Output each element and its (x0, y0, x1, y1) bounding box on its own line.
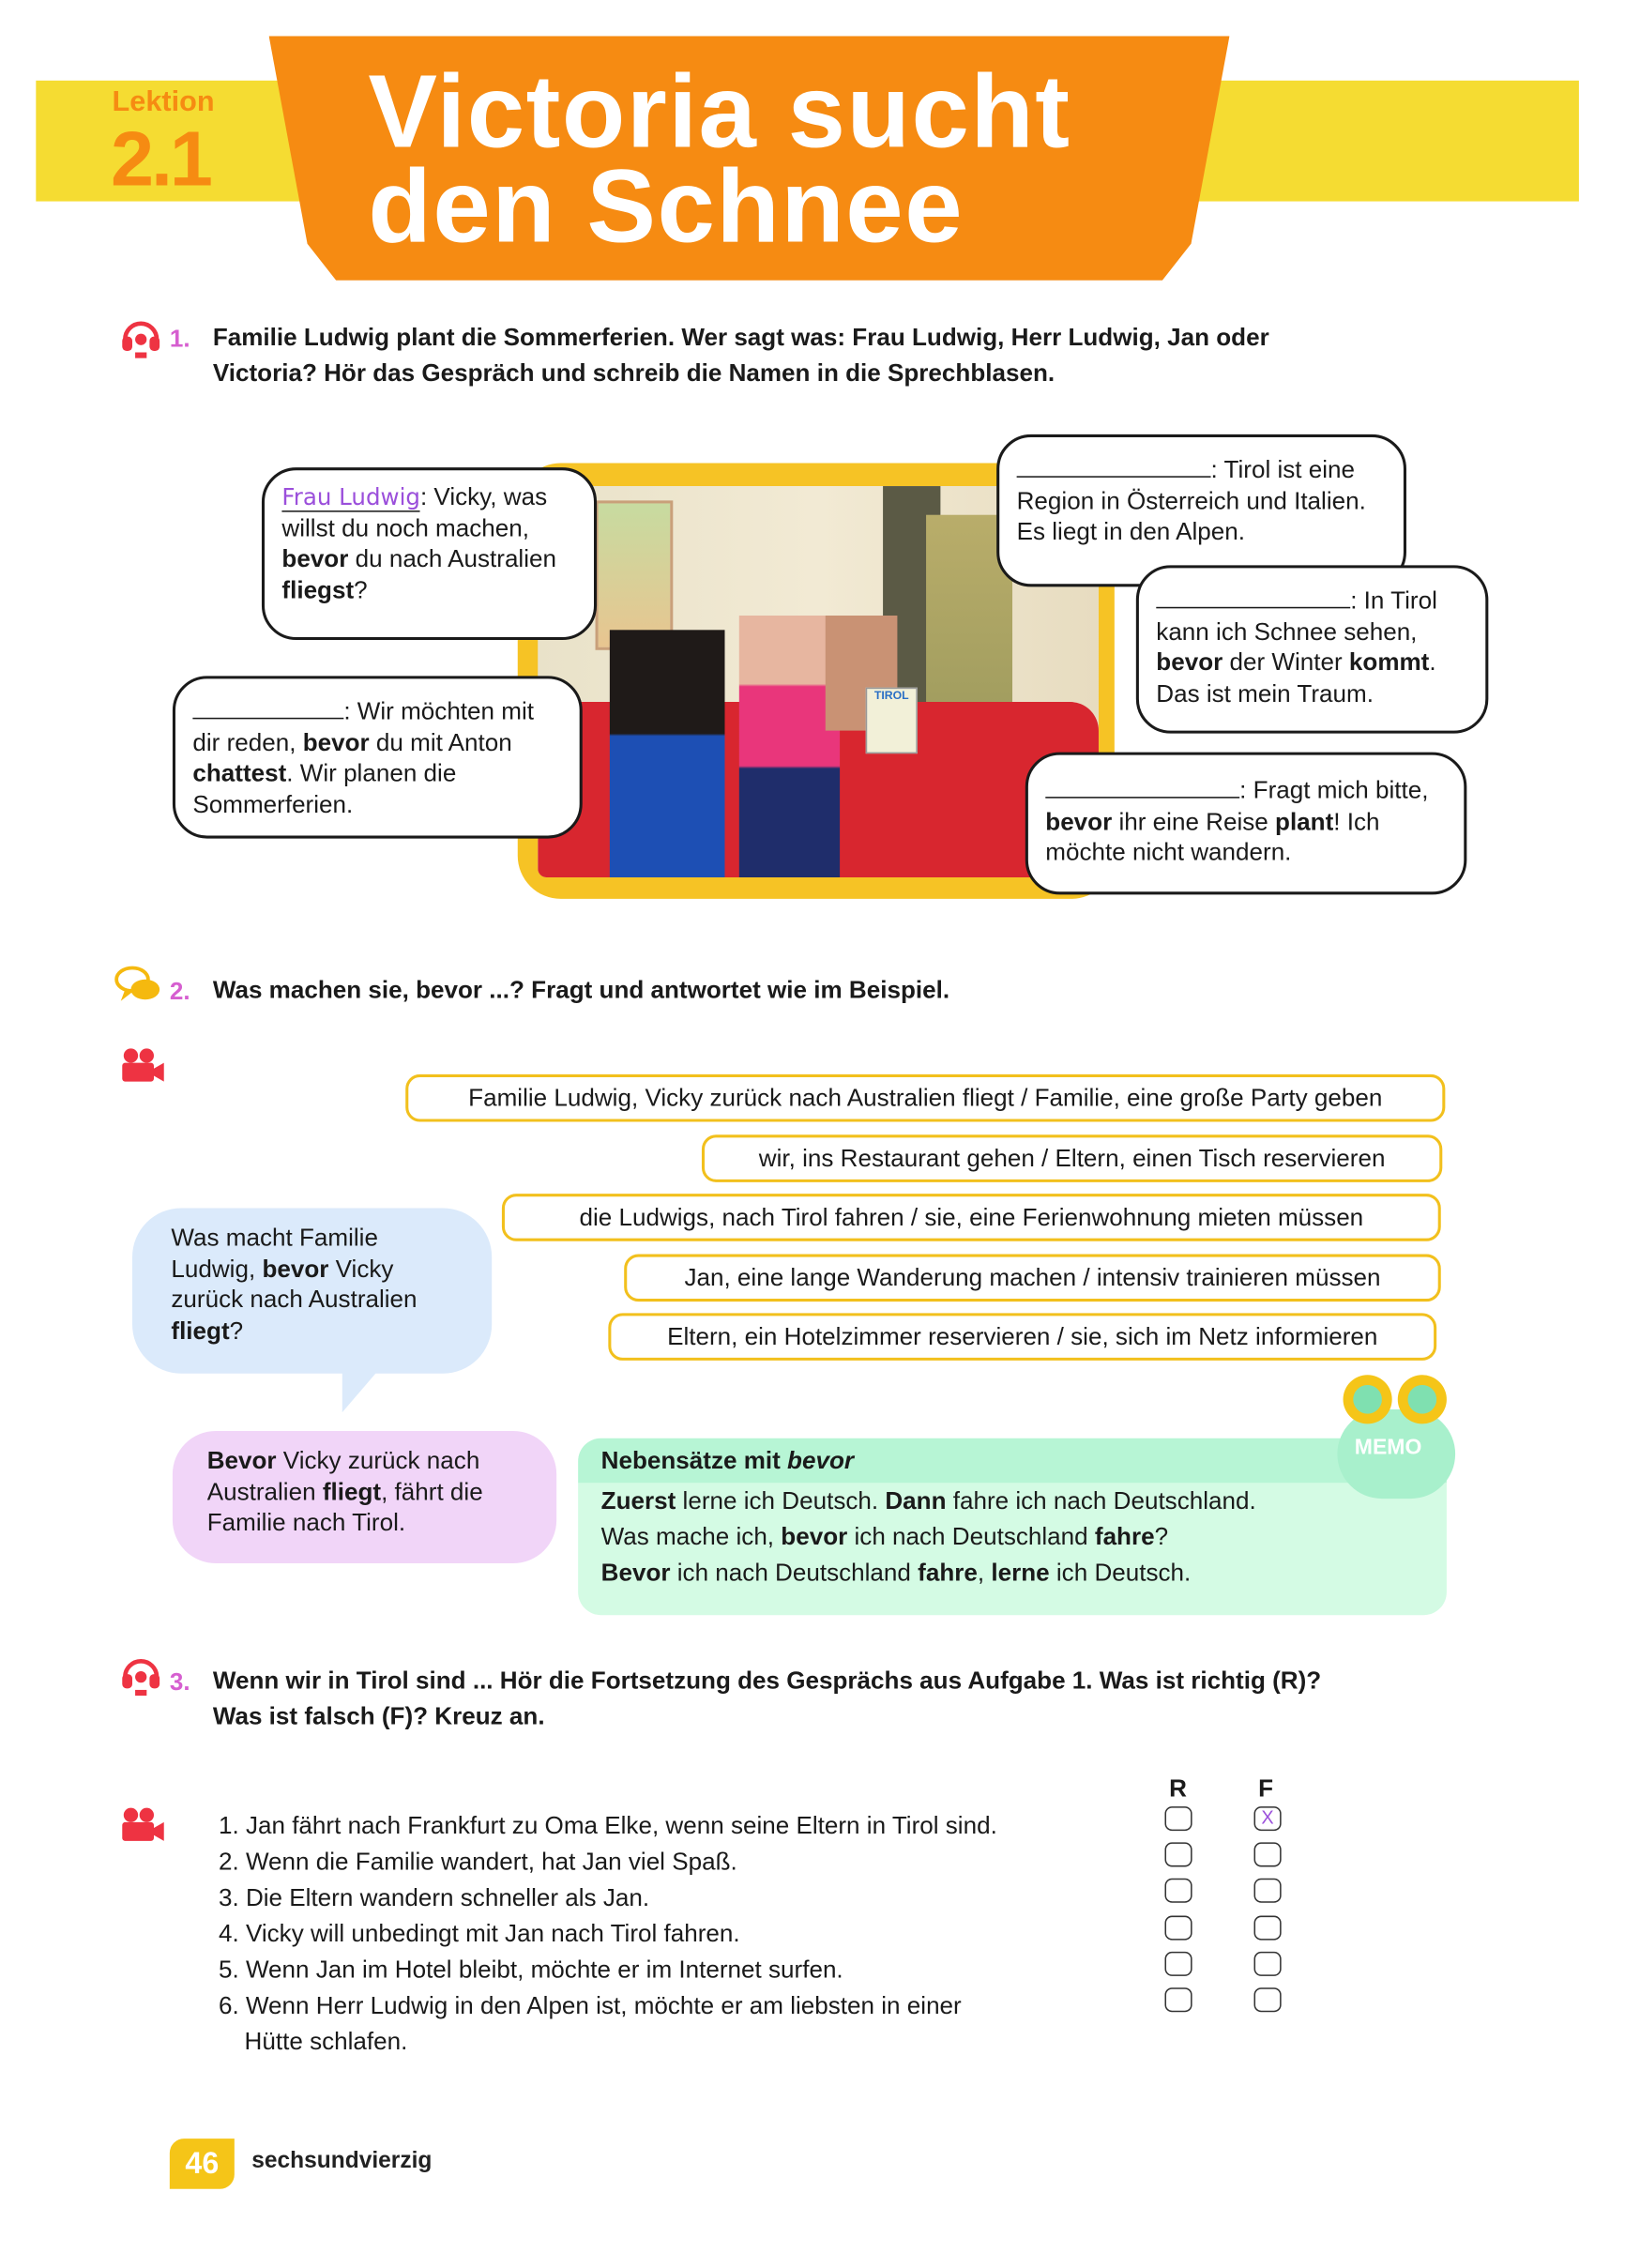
handwritten-answer: Frau Ludwig (281, 482, 420, 511)
speech-bubble-3 (996, 434, 1406, 586)
text-segment: ihr eine Reise (1112, 807, 1276, 835)
phrase-box: Jan, eine lange Wanderung machen / intensiv trainieren müssen (624, 1255, 1441, 1302)
column-f-header: F (1258, 1774, 1274, 1803)
phrase-box: Eltern, ein Hotelzimmer reservieren / sie, sich im Netz informieren (608, 1313, 1436, 1361)
text-segment: ? (229, 1317, 244, 1345)
bold-text: bevor (262, 1255, 329, 1283)
text-segment: : Vicky, was willst du noch machen, (281, 482, 548, 542)
rich-text (601, 1519, 1256, 1555)
text-segment: : In Tirol kann ich Schnee sehen, (1156, 586, 1437, 646)
text-segment: Vicky zurück nach Australien (171, 1255, 418, 1314)
statement-item: 3. Die Eltern wandern schneller als Jan. (218, 1883, 650, 1911)
rich-text (601, 1483, 1256, 1518)
phrase-box: Familie Ludwig, Vicky zurück nach Australien fliegt / Familie, eine große Party geben (405, 1074, 1445, 1122)
text-segment: ? (354, 575, 368, 603)
text-segment: fahre ich nach Deutschland. (946, 1486, 1256, 1515)
statement-item: 2. Wenn die Familie wandert, hat Jan viel Spaß. (218, 1848, 737, 1876)
text-segment: . Wir planen die Sommerferien. (192, 759, 457, 818)
statement-item: 1. Jan fährt nach Frankfurt zu Oma Elke, wenn seine Eltern in Tirol sind. (218, 1812, 997, 1840)
text-segment: Was mache ich, (600, 1523, 782, 1551)
checkbox-r[interactable] (1164, 1915, 1192, 1940)
speech-bubble-1 (262, 467, 597, 640)
text-segment: lerne ich Deutsch. (676, 1486, 886, 1515)
owl-memo-icon: MEMO (1334, 1369, 1458, 1499)
answer-bubble (173, 1431, 556, 1563)
statement-item: 5. Wenn Jan im Hotel bleibt, möchte er im Internet surfen. (218, 1956, 843, 1984)
text-segment: ? (1154, 1523, 1169, 1551)
checkbox-f[interactable]: X (1254, 1806, 1282, 1831)
checkbox-r[interactable] (1164, 1952, 1192, 1976)
checkbox-f[interactable] (1254, 1915, 1282, 1940)
text-segment: Vicky zurück nach Australien (206, 1446, 480, 1505)
statement-item: 6. Wenn Herr Ludwig in den Alpen ist, möchte er am liebsten in einer (218, 1991, 962, 2019)
memo-title: Nebensätze mit bevor (600, 1446, 855, 1475)
text-segment: . Das ist mein Traum. (1156, 648, 1436, 708)
task3-number: 3. (169, 1667, 190, 1697)
text-segment: du mit Anton (369, 728, 512, 756)
text-segment: ! Ich möchte nicht wandern. (1045, 807, 1380, 866)
task3-instruction: Wenn wir in Tirol sind ... Hör die Fortsetzung des Gesprächs aus Aufgabe 1. Was ist richtig (R)? Was ist falsch (F)? Kreuz an. (212, 1667, 1322, 1730)
task2-number: 2. (169, 978, 190, 1006)
bold-text: Bevor (206, 1446, 277, 1475)
bold-text: Dann (885, 1486, 947, 1515)
answer-blank[interactable] (192, 697, 343, 719)
text-segment: ich nach Deutschland (670, 1559, 919, 1587)
bold-text: lerne (991, 1559, 1050, 1587)
answer-blank[interactable] (1017, 456, 1211, 478)
text-segment: ich Deutsch. (1049, 1559, 1192, 1587)
checkbox-f[interactable] (1254, 1879, 1282, 1903)
speech-bubble-5 (1025, 753, 1467, 895)
text-segment: , fährt die Familie nach Tirol. (206, 1477, 483, 1536)
text-segment: der Winter (1223, 648, 1349, 677)
page-number: 46 (170, 2139, 235, 2189)
bold-text: chattest (192, 759, 287, 787)
phrase-box: wir, ins Restaurant gehen / Eltern, einen Tisch reservieren (702, 1134, 1442, 1182)
phrase-box: die Ludwigs, nach Tirol fahren / sie, eine Ferienwohnung mieten müssen (502, 1194, 1441, 1241)
rich-text (171, 1224, 417, 1344)
text-segment: : Tirol ist eine Region in Österreich und Italien. Es liegt in den Alpen. (1016, 455, 1366, 545)
checkbox-r[interactable] (1164, 1843, 1192, 1867)
answer-blank[interactable] (1045, 777, 1239, 799)
text-segment: : Wir möchten mit dir reden, (192, 697, 535, 756)
checkbox-r[interactable] (1164, 1806, 1192, 1831)
checkbox-f[interactable] (1254, 1987, 1282, 2012)
text-segment: ich nach Deutschland (847, 1523, 1095, 1551)
headphones-icon (119, 313, 162, 359)
text-segment: Was macht Familie Ludwig, (171, 1224, 378, 1283)
bold-text: kommt (1348, 648, 1430, 677)
rich-text (207, 1447, 483, 1536)
headphones-icon (119, 1652, 162, 1697)
speech-bubble-2 (173, 676, 583, 838)
text-segment: , (977, 1559, 992, 1587)
bold-text: fahre (1094, 1523, 1155, 1551)
bold-text: fliegt (322, 1477, 382, 1505)
tirol-book: TIROL (866, 688, 918, 754)
checkbox-r[interactable] (1164, 1879, 1192, 1903)
statement-item-continued: Hütte schlafen. (244, 2028, 408, 2056)
text-segment: du nach Australien (348, 544, 557, 573)
lesson-number: 2.1 (111, 116, 210, 204)
bold-text: fliegst (281, 575, 355, 603)
speech-bubble-4 (1136, 565, 1489, 733)
bold-text: bevor (302, 728, 370, 756)
statement-list (219, 1808, 1139, 2060)
text-segment: : Fragt mich bitte, (1239, 776, 1429, 804)
bold-text: bevor (781, 1523, 848, 1551)
bold-text: bevor (281, 544, 349, 573)
lesson-label: Lektion (112, 85, 215, 118)
statement-item: 4. Vicky will unbedingt mit Jan nach Tirol fahren. (218, 1920, 740, 1948)
bold-text: bevor (1156, 648, 1223, 677)
page-number-word: sechsundvierzig (251, 2148, 433, 2173)
video-camera-icon (119, 1047, 165, 1085)
task1-instruction: Familie Ludwig plant die Sommerferien. Wer sagt was: Frau Ludwig, Herr Ludwig, Jan oder Victoria? Hör das Gespräch und schreib die Namen in die Sprechblasen. (212, 323, 1269, 388)
bold-text: bevor (1045, 807, 1113, 835)
bold-text: plant (1275, 807, 1334, 835)
answer-blank[interactable] (1156, 586, 1350, 608)
bold-text: Zuerst (600, 1486, 676, 1515)
bold-text: Bevor (600, 1559, 671, 1587)
column-r-header: R (1169, 1774, 1187, 1803)
speech-bubbles-icon (114, 964, 162, 1007)
checkbox-f[interactable] (1254, 1843, 1282, 1867)
checkbox-r[interactable] (1164, 1987, 1192, 2012)
video-camera-icon (119, 1806, 165, 1844)
task2-instruction: Was machen sie, bevor ...? Fragt und antwortet wie im Beispiel. (212, 976, 950, 1004)
bold-text: fahre (918, 1559, 978, 1587)
task1-number: 1. (169, 325, 190, 353)
bold-text: fliegt (171, 1317, 230, 1345)
page-title: Victoria sucht den Schnee (368, 54, 1071, 266)
checkbox-f[interactable] (1254, 1952, 1282, 1976)
question-bubble (132, 1208, 492, 1373)
memo-lines (601, 1483, 1256, 1591)
rich-text (601, 1555, 1256, 1591)
